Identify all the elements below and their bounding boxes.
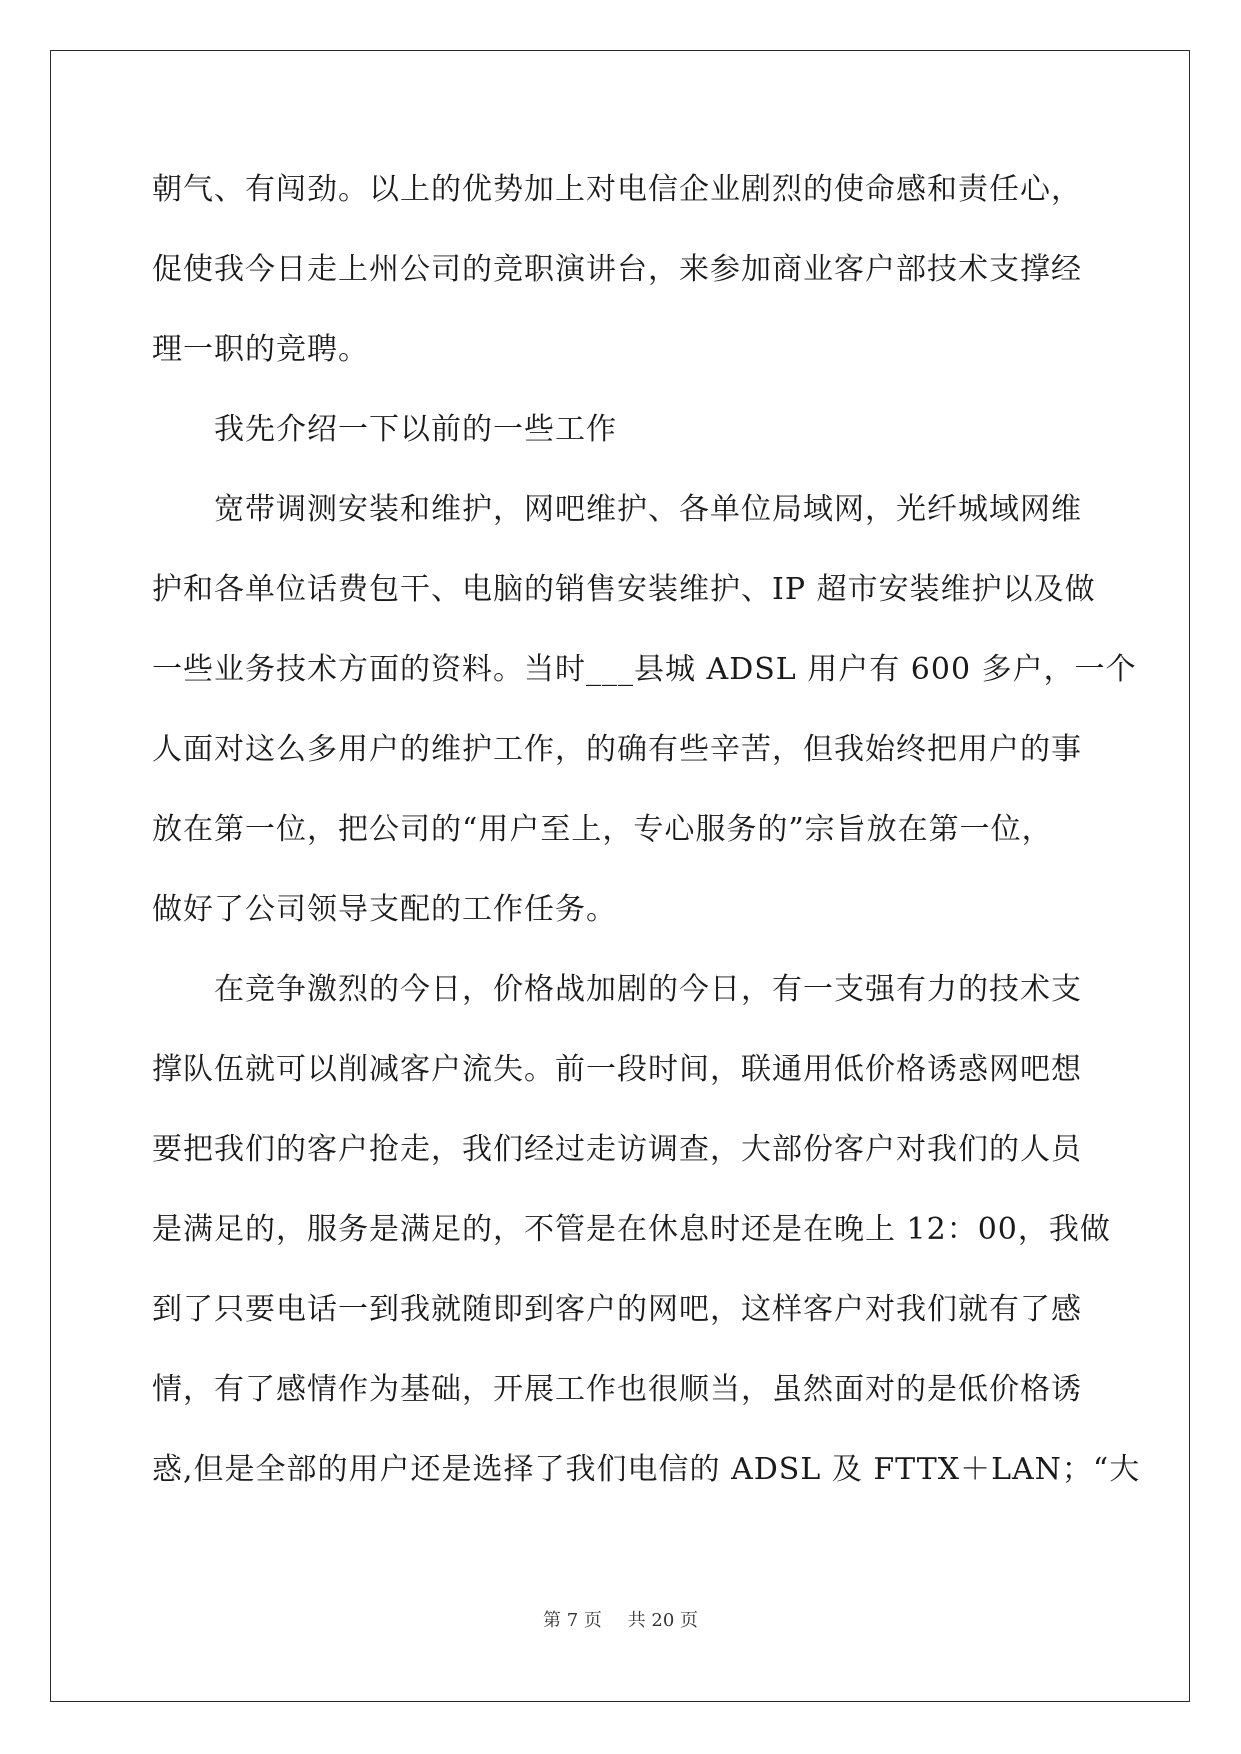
text-line: 促使我今日走上州公司的竞职演讲台，来参加商业客户部技术支撑经 xyxy=(152,252,1082,287)
text-line: 撑队伍就可以削减客户流失。前一段时间，联通用低价格诱惑网吧想 xyxy=(152,1052,1082,1087)
text-line: 在竞争激烈的今日，价格战加剧的今日，有一支强有力的技术支 xyxy=(214,972,1082,1007)
page-number: 第 7 页 xyxy=(543,1610,602,1631)
text-line: 惑,但是全部的用户还是选择了我们电信的 ADSL 及 FTTX＋LAN；“大 xyxy=(152,1452,1141,1487)
text-line: 情，有了感情作为基础，开展工作也很顺当，虽然面对的是低价格诱 xyxy=(152,1372,1082,1407)
page-footer xyxy=(0,1606,1241,1632)
page-total: 共 20 页 xyxy=(627,1610,698,1631)
text-line: 做好了公司领导支配的工作任务。 xyxy=(152,892,617,927)
text-line: 理一职的竞聘。 xyxy=(152,332,369,367)
text-line: 是满足的，服务是满足的，不管是在休息时还是在晚上 12：00，我做 xyxy=(152,1212,1111,1247)
text-line: 朝气、有闯劲。以上的优势加上对电信企业剧烈的使命感和责任心， xyxy=(152,172,1082,207)
text-line: 护和各单位话费包干、电脑的销售安装维护、IP 超市安装维护以及做 xyxy=(152,572,1096,607)
text-line: 宽带调测安装和维护，网吧维护、各单位局域网，光纤城域网维 xyxy=(214,492,1082,527)
paragraph-heading: 我先介绍一下以前的一些工作 xyxy=(214,412,617,447)
text-line: 到了只要电话一到我就随即到客户的网吧，这样客户对我们就有了感 xyxy=(152,1292,1082,1327)
text-line: 要把我们的客户抢走，我们经过走访调查，大部份客户对我们的人员 xyxy=(152,1132,1082,1167)
text-line: 人面对这么多用户的维护工作，的确有些辛苦，但我始终把用户的事 xyxy=(152,732,1082,767)
text-line: 一些业务技术方面的资料。当时___县城 ADSL 用户有 600 多户，一个 xyxy=(152,652,1137,687)
text-line: 放在第一位，把公司的“用户至上，专心服务的”宗旨放在第一位， xyxy=(152,812,1053,847)
document-body xyxy=(152,150,1141,1510)
